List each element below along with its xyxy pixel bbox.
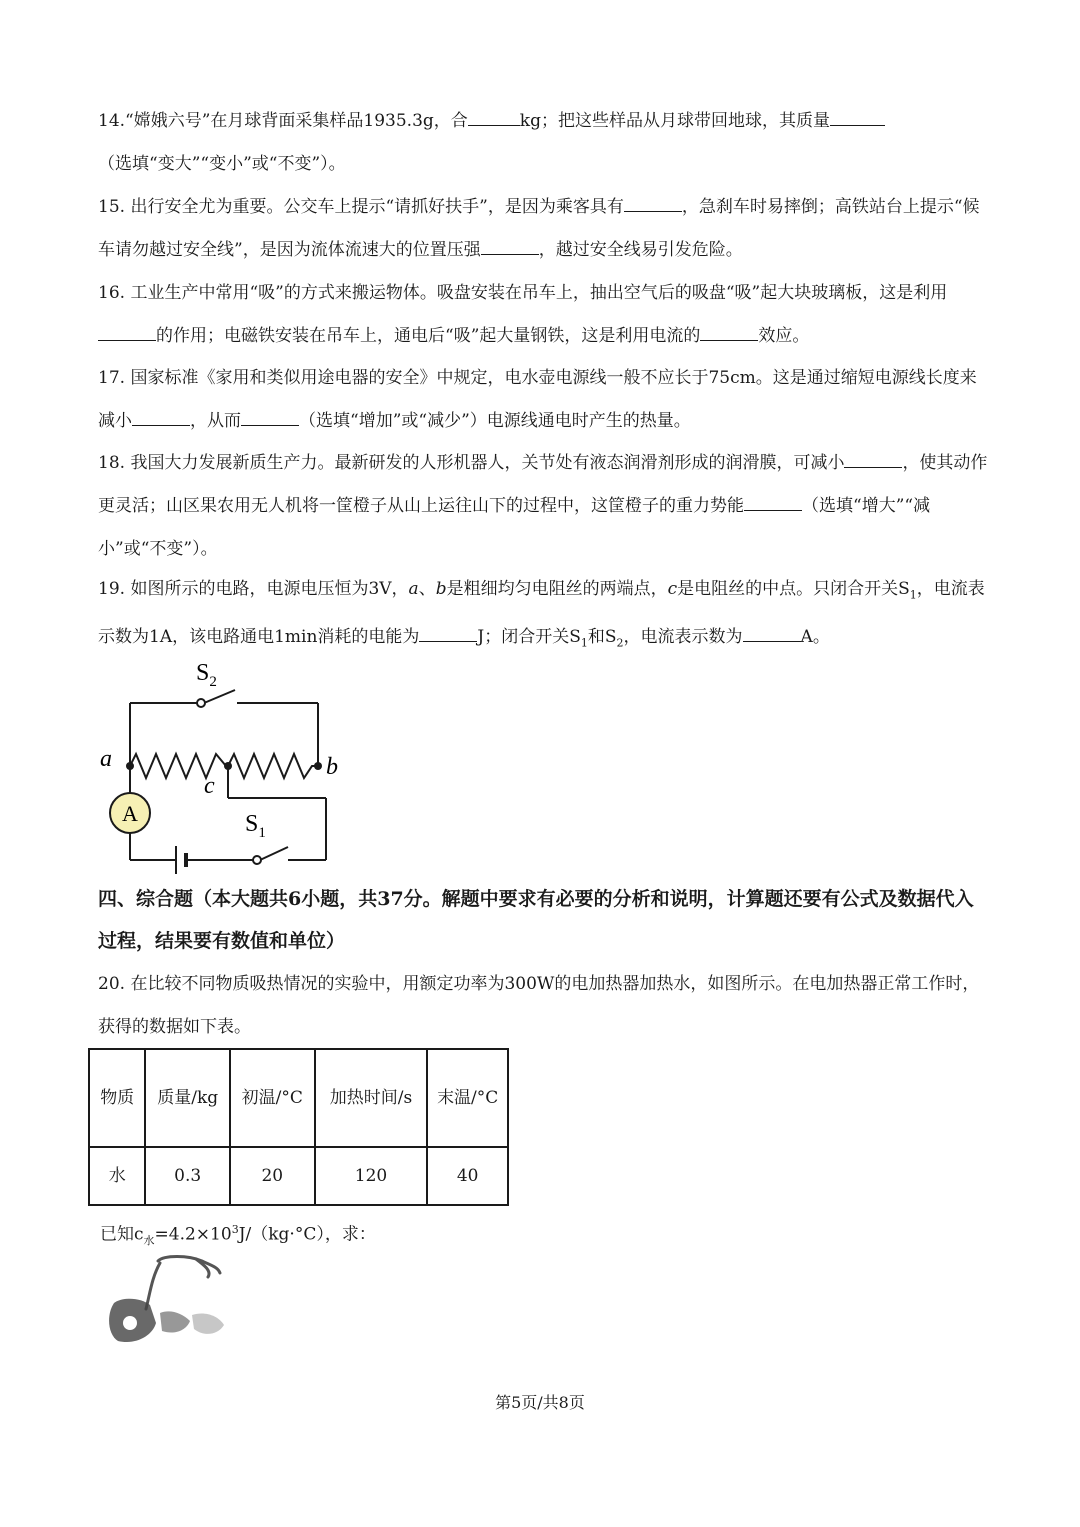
q16-text-1: 16. 工业生产中常用“吸”的方式来搬运物体。吸盘安装在吊车上，抽出空气后的吸盘“吸”起大块玻璃板，这是利用 xyxy=(98,283,948,303)
answer-blank[interactable] xyxy=(743,619,801,642)
ammeter-label: A xyxy=(122,801,138,826)
node-c xyxy=(224,762,232,770)
q14-text-1: 14.“嫦娥六号”在月球背面采集样品1935.3g，合 xyxy=(98,111,468,131)
switch-s2-blade xyxy=(204,690,235,703)
s1-subscript: 1 xyxy=(909,588,917,602)
question-14 xyxy=(98,100,988,186)
q18-text-3: （选填“增大”“减小”或“不变”）。 xyxy=(98,496,931,559)
answer-blank[interactable] xyxy=(624,189,682,212)
q15-text-2: ，急刹车时易摔倒；高铁站台上提示“候车请勿越过安全线”，是因为流体流速大的位置压强 xyxy=(98,197,980,260)
q19-text-2: 是粗细均匀电阻丝的两端点， xyxy=(446,579,668,599)
q18-text-1: 18. 我国大力发展新质生产力。最新研发的人形机器人，关节处有液态润滑剂形成的润滑膜，可减小 xyxy=(98,453,845,473)
known-condition xyxy=(100,1215,376,1256)
q19-text-6: 和S xyxy=(587,627,617,648)
q14-text-3: （选填“变大”“变小”或“不变”）。 xyxy=(98,154,346,174)
q19-text-5: J；闭合开关S xyxy=(477,627,581,648)
point-a: a xyxy=(408,579,419,599)
label-a: a xyxy=(100,746,112,772)
table-cell: 40 xyxy=(427,1147,508,1205)
q14-text-2: kg；把这些样品从月球带回地球，其质量 xyxy=(519,111,830,131)
page-number: 第5页/共8页 xyxy=(495,1393,585,1412)
question-16 xyxy=(98,272,988,358)
section-heading: 四、综合题（本大题共6小题，共37分。解题中要求有必要的分析和说明，计算题还要有公式及数据代入过程，结果要有数值和单位） xyxy=(98,888,974,952)
table-cell: 水 xyxy=(89,1147,145,1205)
answer-blank[interactable] xyxy=(419,619,477,642)
answer-blank[interactable] xyxy=(700,318,758,341)
answer-blank[interactable] xyxy=(98,318,156,341)
point-b: b xyxy=(435,579,447,599)
table-header-cell: 加热时间/s xyxy=(315,1049,428,1147)
label-b: b xyxy=(326,754,338,780)
q17-text-2: ，从而 xyxy=(190,411,241,431)
q15-text-3: ，越过安全线易引发危险。 xyxy=(538,240,743,260)
known-text-2: =4.2×10 xyxy=(154,1224,232,1245)
q19-text-3: 是电阻丝的中点。只闭合开关S xyxy=(677,579,910,599)
table-header-cell: 末温/°C xyxy=(427,1049,508,1147)
question-20: 20. 在比较不同物质吸热情况的实验中，用额定功率为300W的电加热器加热水，如图所示。在电加热器正常工作时，获得的数据如下表。 xyxy=(98,974,980,1037)
known-subscript: 水 xyxy=(143,1234,155,1248)
s2-subscript: 2 xyxy=(616,636,624,650)
switch-s2-contact xyxy=(197,699,205,707)
q17-text-3: （选填“增加”或“减少”）电源线通电时产生的热量。 xyxy=(299,411,691,431)
table-cell: 20 xyxy=(230,1147,315,1205)
question-15 xyxy=(98,186,988,272)
question-17 xyxy=(98,357,988,443)
node-a xyxy=(126,762,134,770)
q16-text-2: 的作用；电磁铁安装在吊车上，通电后“吸”起大量钢铁，这是利用电流的 xyxy=(156,326,701,346)
known-text-1: 已知c xyxy=(100,1224,144,1245)
table-row xyxy=(89,1147,508,1205)
answer-blank[interactable] xyxy=(481,232,539,255)
table-cell: 0.3 xyxy=(145,1147,230,1205)
data-table xyxy=(88,1048,509,1206)
s1-subscript: 1 xyxy=(580,636,588,650)
question-18 xyxy=(98,442,988,571)
answer-blank[interactable] xyxy=(241,403,299,426)
known-superscript: 3 xyxy=(231,1223,239,1236)
table-header-cell: 初温/°C xyxy=(230,1049,315,1147)
known-text-3: J/（kg·°C），求： xyxy=(238,1224,376,1245)
table-header-cell: 物质 xyxy=(89,1049,145,1147)
answer-blank[interactable] xyxy=(744,488,802,511)
s1-label: $S_1$ xyxy=(245,811,266,841)
q19-text-8: A。 xyxy=(800,627,830,648)
switch-s1-contact xyxy=(253,856,261,864)
q19-text-7: ，电流表示数为 xyxy=(623,627,743,648)
answer-blank[interactable] xyxy=(830,103,885,126)
s2-label: $S_2$ xyxy=(196,660,217,690)
q15-text-1: 15. 出行安全尤为重要。公交车上提示“请抓好扶手”，是因为乘客具有 xyxy=(98,197,624,217)
answer-blank[interactable] xyxy=(844,445,902,468)
circuit-diagram xyxy=(90,650,350,875)
table-header-row xyxy=(89,1049,508,1147)
answer-blank[interactable] xyxy=(468,103,520,126)
q19-text-4: ，电流表示数为1A，该电路通电1min消耗的电能为 xyxy=(98,579,985,648)
label-c: c xyxy=(204,773,215,799)
answer-blank[interactable] xyxy=(132,403,190,426)
q19-separator: 、 xyxy=(418,579,436,599)
point-c: c xyxy=(667,579,678,599)
q16-text-3: 效应。 xyxy=(758,326,810,346)
heater-apparatus-image xyxy=(100,1253,230,1348)
q18-text-2: ，使其动作更灵活；山区果农用无人机将一筐橙子从山上运往山下的过程中，这筐橙子的重力势能 xyxy=(98,453,988,516)
q19-text-1: 19. 如图所示的电路，电源电压恒为3V， xyxy=(98,579,409,599)
q17-text-1: 17. 国家标准《家用和类似用途电器的安全》中规定，电水壶电源线一般不应长于75cm。这是通过缩短电源线长度来减小 xyxy=(98,368,977,431)
table-cell: 120 xyxy=(315,1147,428,1205)
table-header-cell: 质量/kg xyxy=(145,1049,230,1147)
node-b xyxy=(314,762,322,770)
switch-s1-blade xyxy=(260,847,288,860)
